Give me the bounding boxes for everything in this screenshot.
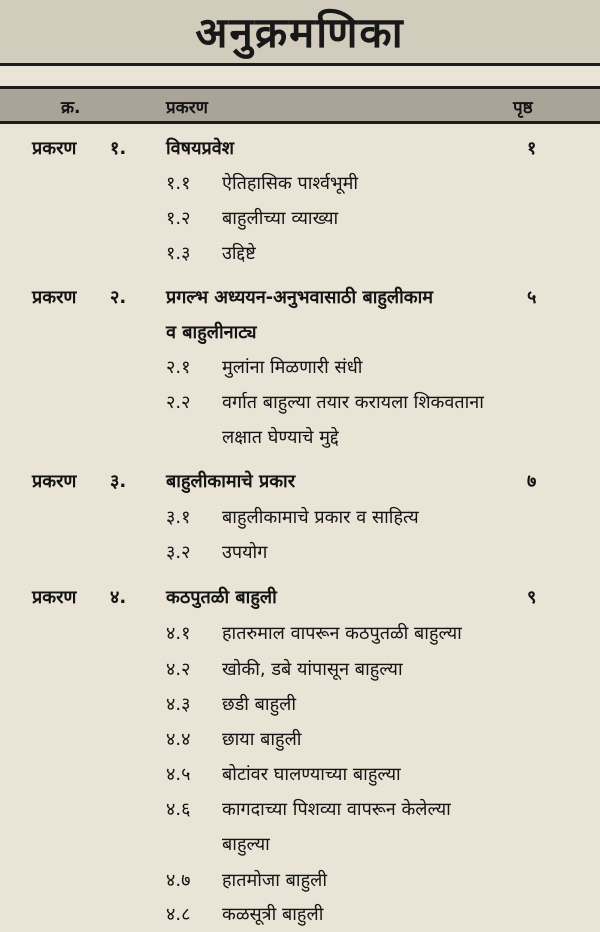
section-title: ऐतिहासिक पार्श्वभूमी <box>222 173 359 194</box>
title-banner <box>0 0 600 66</box>
section-title: बोटांवर घालण्याच्या बाहुल्या <box>222 764 401 785</box>
section-number: ४.२ <box>166 659 191 680</box>
section-title: छडी बाहुली <box>222 694 296 715</box>
section-number: ४.५ <box>166 764 191 785</box>
section-number: ४.३ <box>166 694 191 715</box>
section-title: कळसूत्री बाहुली <box>222 904 324 925</box>
chapter-title: कठपुतळी बाहुली <box>166 587 277 608</box>
section-title: बाहुलीकामाचे प्रकार व साहित्य <box>222 507 419 528</box>
section-title-continued: बाहुल्या <box>222 834 270 855</box>
section-number: ४.७ <box>166 870 191 891</box>
header-chapter: प्रकरण <box>166 98 208 118</box>
chapter-number: ३. <box>110 471 127 492</box>
section-number: २.१ <box>166 357 191 378</box>
table-header <box>0 86 600 124</box>
chapter-label: प्रकरण <box>32 287 77 308</box>
section-title: वर्गात बाहुल्या तयार करायला शिकवताना <box>222 392 484 413</box>
chapter-title: बाहुलीकामाचे प्रकार <box>166 471 296 492</box>
section-title: कागदाच्या पिशव्या वापरून केलेल्या <box>222 799 451 820</box>
section-title: छाया बाहुली <box>222 729 302 750</box>
section-title: बाहुलीच्या व्याख्या <box>222 208 339 229</box>
header-page: पृष्ठ <box>513 98 533 118</box>
chapter-label: प्रकरण <box>32 587 77 608</box>
section-title: हातरुमाल वापरून कठपुतळी बाहुल्या <box>222 623 462 644</box>
page-title: अनुक्रमणिका <box>195 8 405 57</box>
chapter-page: ७ <box>527 471 537 492</box>
section-title: हातमोजा बाहुली <box>222 870 328 891</box>
section-number: १.३ <box>166 243 191 264</box>
section-title: खोकी, डबे यांपासून बाहुल्या <box>222 659 403 680</box>
chapter-label: प्रकरण <box>32 471 77 492</box>
section-number: ४.८ <box>166 904 191 925</box>
section-title: मुलांना मिळणारी संधी <box>222 357 363 378</box>
chapter-title-continued: व बाहुलीनाट्य <box>166 322 257 343</box>
chapter-label: प्रकरण <box>32 138 77 159</box>
chapter-page: १ <box>527 138 537 159</box>
section-number: १.२ <box>166 208 191 229</box>
section-title: उद्दिष्टे <box>222 243 256 264</box>
chapter-page: ९ <box>527 587 537 608</box>
section-title: उपयोग <box>222 542 268 563</box>
chapter-page: ५ <box>527 287 537 308</box>
section-number: ३.१ <box>166 507 191 528</box>
section-number: ४.४ <box>166 729 191 750</box>
chapter-title: विषयप्रवेश <box>166 138 235 159</box>
section-title-continued: लक्षात घेण्याचे मुद्दे <box>222 427 339 448</box>
chapter-number: २. <box>110 287 127 308</box>
chapter-number: १. <box>110 138 127 159</box>
section-number: २.२ <box>166 392 191 413</box>
section-number: १.१ <box>166 173 191 194</box>
header-number: क्र. <box>61 98 81 118</box>
chapter-title: प्रगल्भ अध्ययन-अनुभवासाठी बाहुलीकाम <box>166 287 434 308</box>
section-number: ४.१ <box>166 623 191 644</box>
section-number: ४.६ <box>166 799 191 820</box>
chapter-number: ४. <box>110 587 127 608</box>
section-number: ३.२ <box>166 542 191 563</box>
